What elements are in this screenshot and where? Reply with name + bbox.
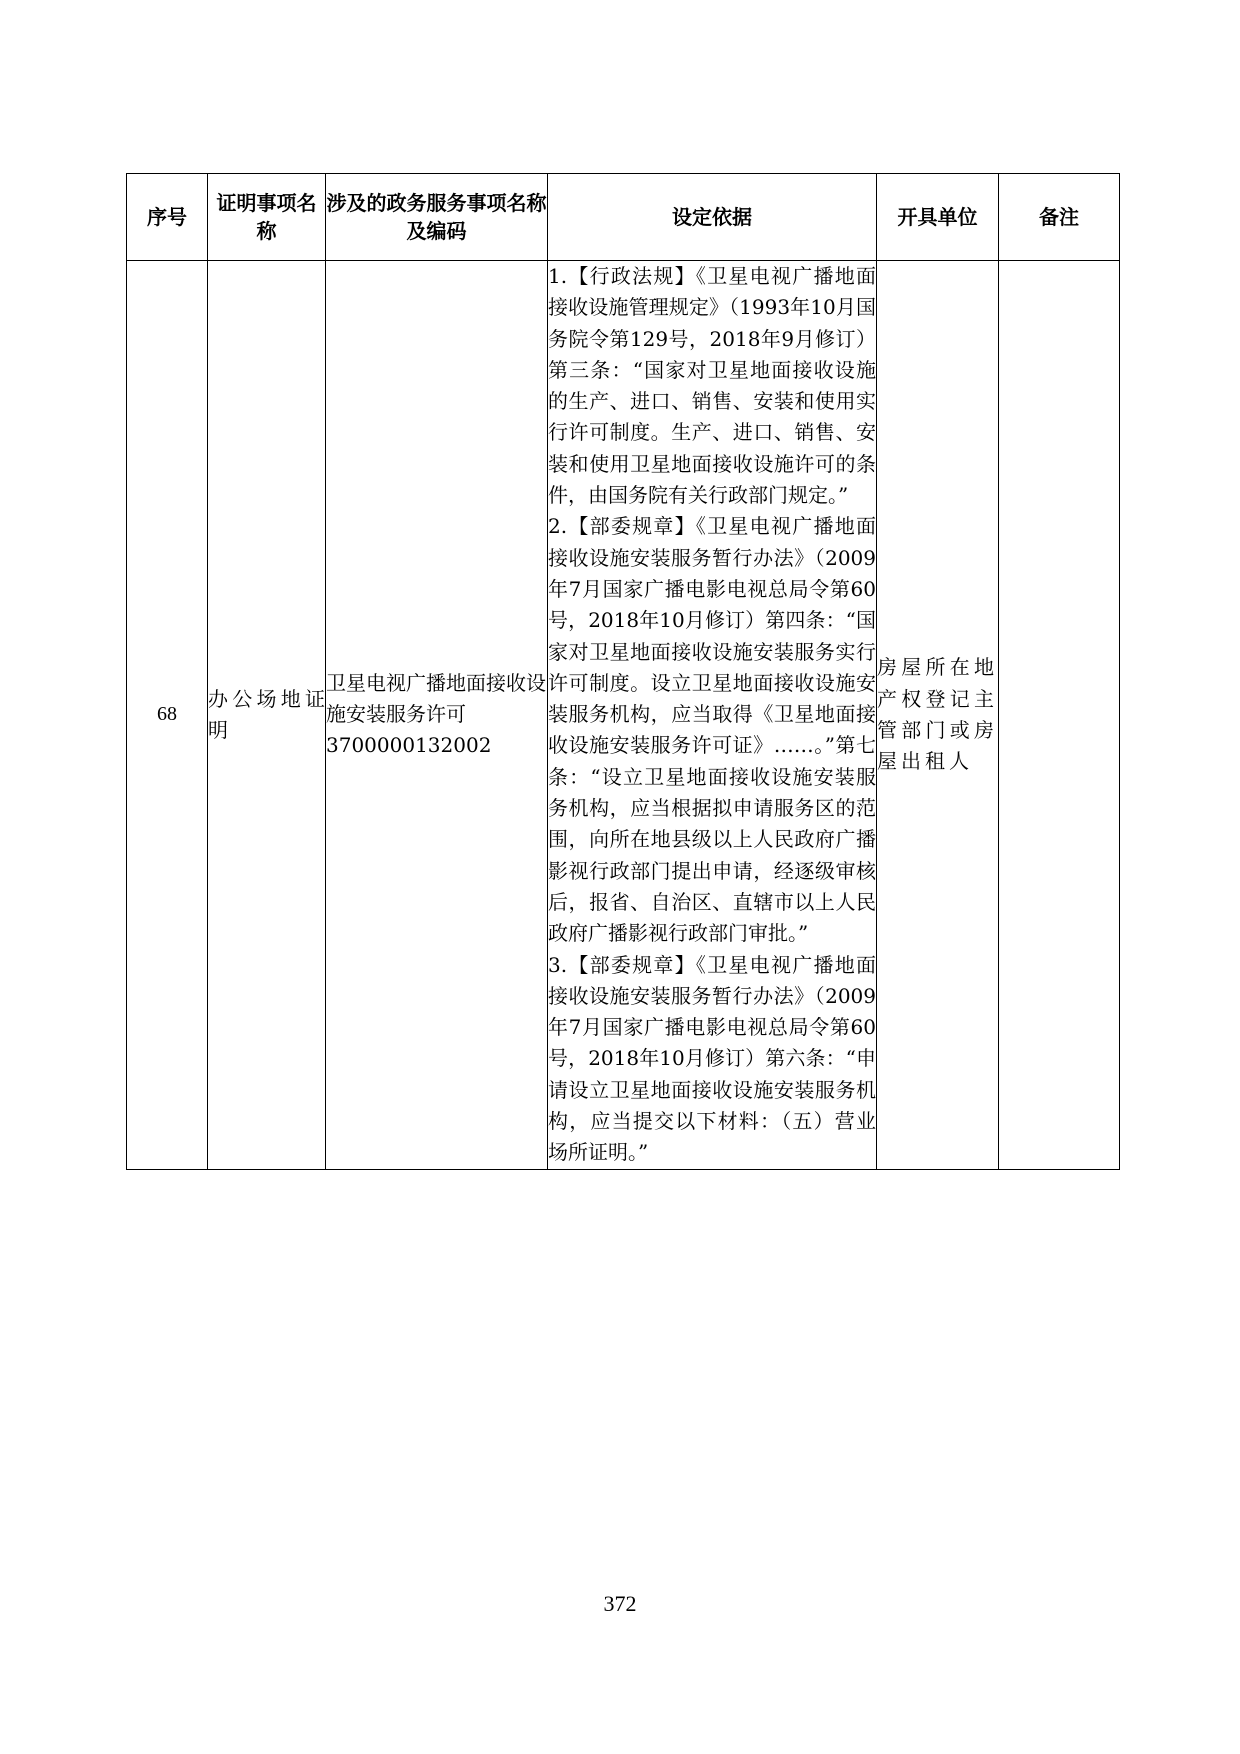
header-issuing-unit: 开具单位 <box>877 174 999 261</box>
row-proof-name: 办公场地证明 <box>208 261 326 1170</box>
header-seq: 序号 <box>127 174 208 261</box>
header-proof-name: 证明事项名称 <box>208 174 326 261</box>
basis-item-2: 2.【部委规章】《卫星电视广播地面接收设施安装服务暂行办法》（2009年7月国家广播电影电视总局令第60号，2018年10月修订）第四条：“国家对卫星地面接收设施安装服务实行许可制度。设立卫星地面接收设施安装服务机构，应当取得《卫星地面接收设施安装服务许可证》……。”第七条：“设立卫星地面接收设施安装服务机构，应当根据拟申请服务区的范围，向所在地县级以上人民政府广播影视行政部门提出申请，经逐级审核后，报省、自治区、直辖市以上人民政府广播影视行政部门审批。” <box>548 514 876 946</box>
page-number: 372 <box>603 1591 637 1616</box>
row-remarks <box>999 261 1120 1170</box>
table-row <box>127 261 1120 1170</box>
basis-item-1: 1.【行政法规】《卫星电视广播地面接收设施管理规定》（1993年10月国务院令第129号，2018年9月修订）第三条：“国家对卫星地面接收设施的生产、进口、销售、安装和使用实行许可制度。生产、进口、销售、安装和使用卫星地面接收设施许可的条件，由国务院有关行政部门规定。” <box>548 264 876 508</box>
table-header-row <box>127 174 1120 261</box>
row-issuing-unit: 房屋所在地产权登记主管部门或房屋出租人 <box>877 261 999 1170</box>
basis-item-3: 3.【部委规章】《卫星电视广播地面接收设施安装服务暂行办法》（2009年7月国家广播电影电视总局令第60号，2018年10月修订）第六条：“申请设立卫星地面接收设施安装服务机构，应当提交以下材料：（五）营业场所证明。” <box>548 952 876 1165</box>
row-basis <box>548 261 877 1170</box>
header-remarks: 备注 <box>999 174 1120 261</box>
certification-table <box>126 173 1120 1170</box>
header-basis: 设定依据 <box>548 174 877 261</box>
header-service-item: 涉及的政务服务事项名称及编码 <box>326 174 548 261</box>
row-seq: 68 <box>127 261 208 1170</box>
row-service-item: 卫星电视广播地面接收设施安装服务许可3700000132002 <box>326 261 548 1170</box>
